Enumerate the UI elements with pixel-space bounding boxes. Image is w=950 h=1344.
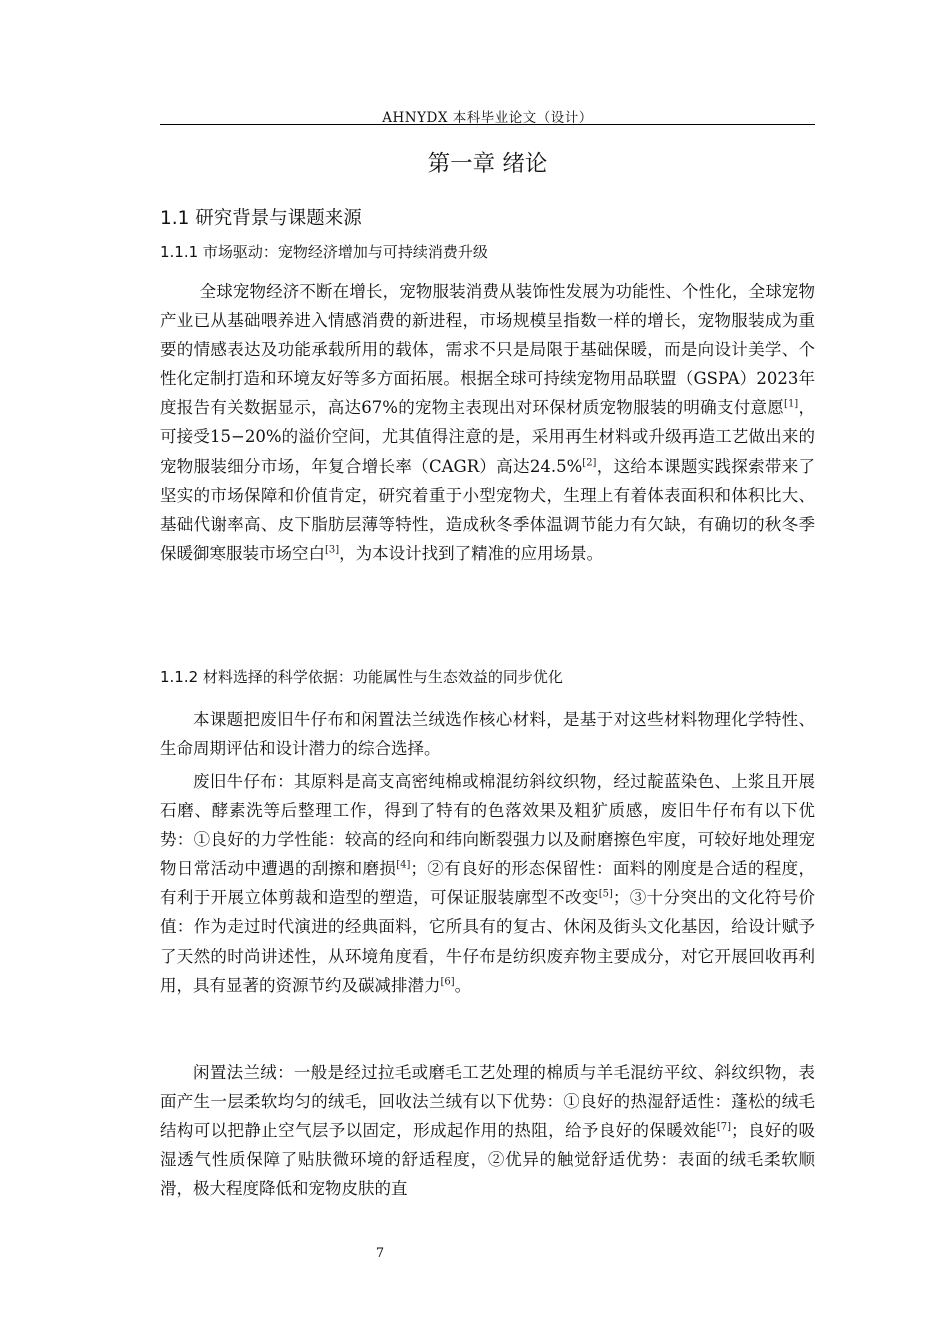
paragraph-text: ；②有良好的形态保留性：面料的刚度是合适的程度，有利于开展立体剪裁和造型的塑造，可保证服装廓型不改变 [160,859,816,908]
paragraph-text: 全球宠物经济不断在增长，宠物服装消费从装饰性发展为功能性、个性化，全球宠物产业已从基础喂养进入情感消费的新进程，市场规模呈指数一样的增长，宠物服装成为重要的情感表达及功能承载所用的载体，需求不只是局限于基础保暖，而是向设计美学、个性化定制打造和环境友好等多方面拓展。根据全球可持续宠物用品联盟（GSPA）2023年度报告有关数据显示，高达67%的宠物主表现出对环保材质宠物服装的明确支付意愿 [160,282,815,418]
section-heading: 1.1 研究背景与课题来源 [160,208,362,229]
paragraph-text: ；良好的吸湿透气性质保障了贴肤微环境的舒适程度，②优异的触觉舒适优势：表面的绒毛柔软顺滑，极大程度降低和宠物皮肤的直 [160,1121,816,1199]
paragraph-text: ，为本设计找到了精准的应用场景。 [339,543,604,563]
paragraph-denim [160,767,815,1000]
paragraph-text: 废旧牛仔布：其原料是高支高密纯棉或棉混纺斜纹织物，经过靛蓝染色、上浆且开展石磨、酵素洗等后整理工作，得到了特有的色落效果及粗犷质感，废旧牛仔布有以下优势：①良好的力学性能：较高的经向和纬向断裂强力以及耐磨擦色牢度，可较好地处理宠物日常活动中遭遇的刮擦和磨损 [160,772,815,879]
citation-ref[interactable]: [2] [582,457,597,469]
subsection-heading-1-1-1: 1.1.1 市场驱动：宠物经济增加与可持续消费升级 [160,243,488,261]
paragraph-flannel [160,1058,815,1203]
paragraph-market-driver [160,277,815,568]
running-header: AHNYDX 本科毕业论文（设计） [382,110,593,126]
citation-ref[interactable]: [7] [716,1121,732,1133]
paragraph-text: 闲置法兰绒：一般是经过拉毛或磨毛工艺处理的棉质与羊毛混纺平纹、斜纹织物，表面产生一层柔软均匀的绒毛，回收法兰绒有以下优势：①良好的热湿舒适性：蓬松的绒毛结构可以把静止空气层予以固定，形成起作用的热阻，给予良好的保暖效能 [160,1063,815,1141]
paragraph-text: ，这给本课题实践探索带来了坚实的市场保障和价值肯定，研究着重于小型宠物犬，生理上有着体表面积和体积比大、基础代谢率高、皮下脂肪层薄等特性，造成秋冬季体温调节能力有欠缺，有确切的秋冬季保暖御寒服装市场空白 [160,456,816,563]
citation-ref[interactable]: [1] [784,398,799,410]
paragraph-text: ；③十分突出的文化符号价值：作为走过时代演进的经典面料，它所具有的复古、休闲及街头文化基因，给设计赋予了天然的时尚讲述性，从环境角度看，牛仔布是纺织废弃物主要成分，对它开展回收再利用，具有显著的资源节约及碳减排潜力 [160,888,816,995]
header-rule [160,124,815,125]
page-number: 7 [375,1246,385,1261]
subsection-heading-1-1-2: 1.1.2 材料选择的科学依据：功能属性与生态效益的同步优化 [160,668,563,686]
citation-ref[interactable]: [4] [396,859,411,871]
paragraph-text: 。 [454,975,472,995]
citation-ref[interactable]: [5] [598,888,613,900]
citation-ref[interactable]: [6] [440,976,455,988]
paragraph-material-intro [160,705,815,763]
paragraph-text: 本课题把废旧牛仔布和闲置法兰绒选作核心材料，是基于对这些材料物理化学特性、生命周期评估和设计潜力的综合选择。 [160,710,815,759]
paragraph-text: ，可接受15−20%的溢价空间，尤其值得注意的是，采用再生材料或升级再造工艺做出来的宠物服装细分市场，年复合增长率（CAGR）高达24.5% [160,398,815,476]
citation-ref[interactable]: [3] [325,544,340,556]
chapter-title: 第一章 绪论 [427,151,548,177]
